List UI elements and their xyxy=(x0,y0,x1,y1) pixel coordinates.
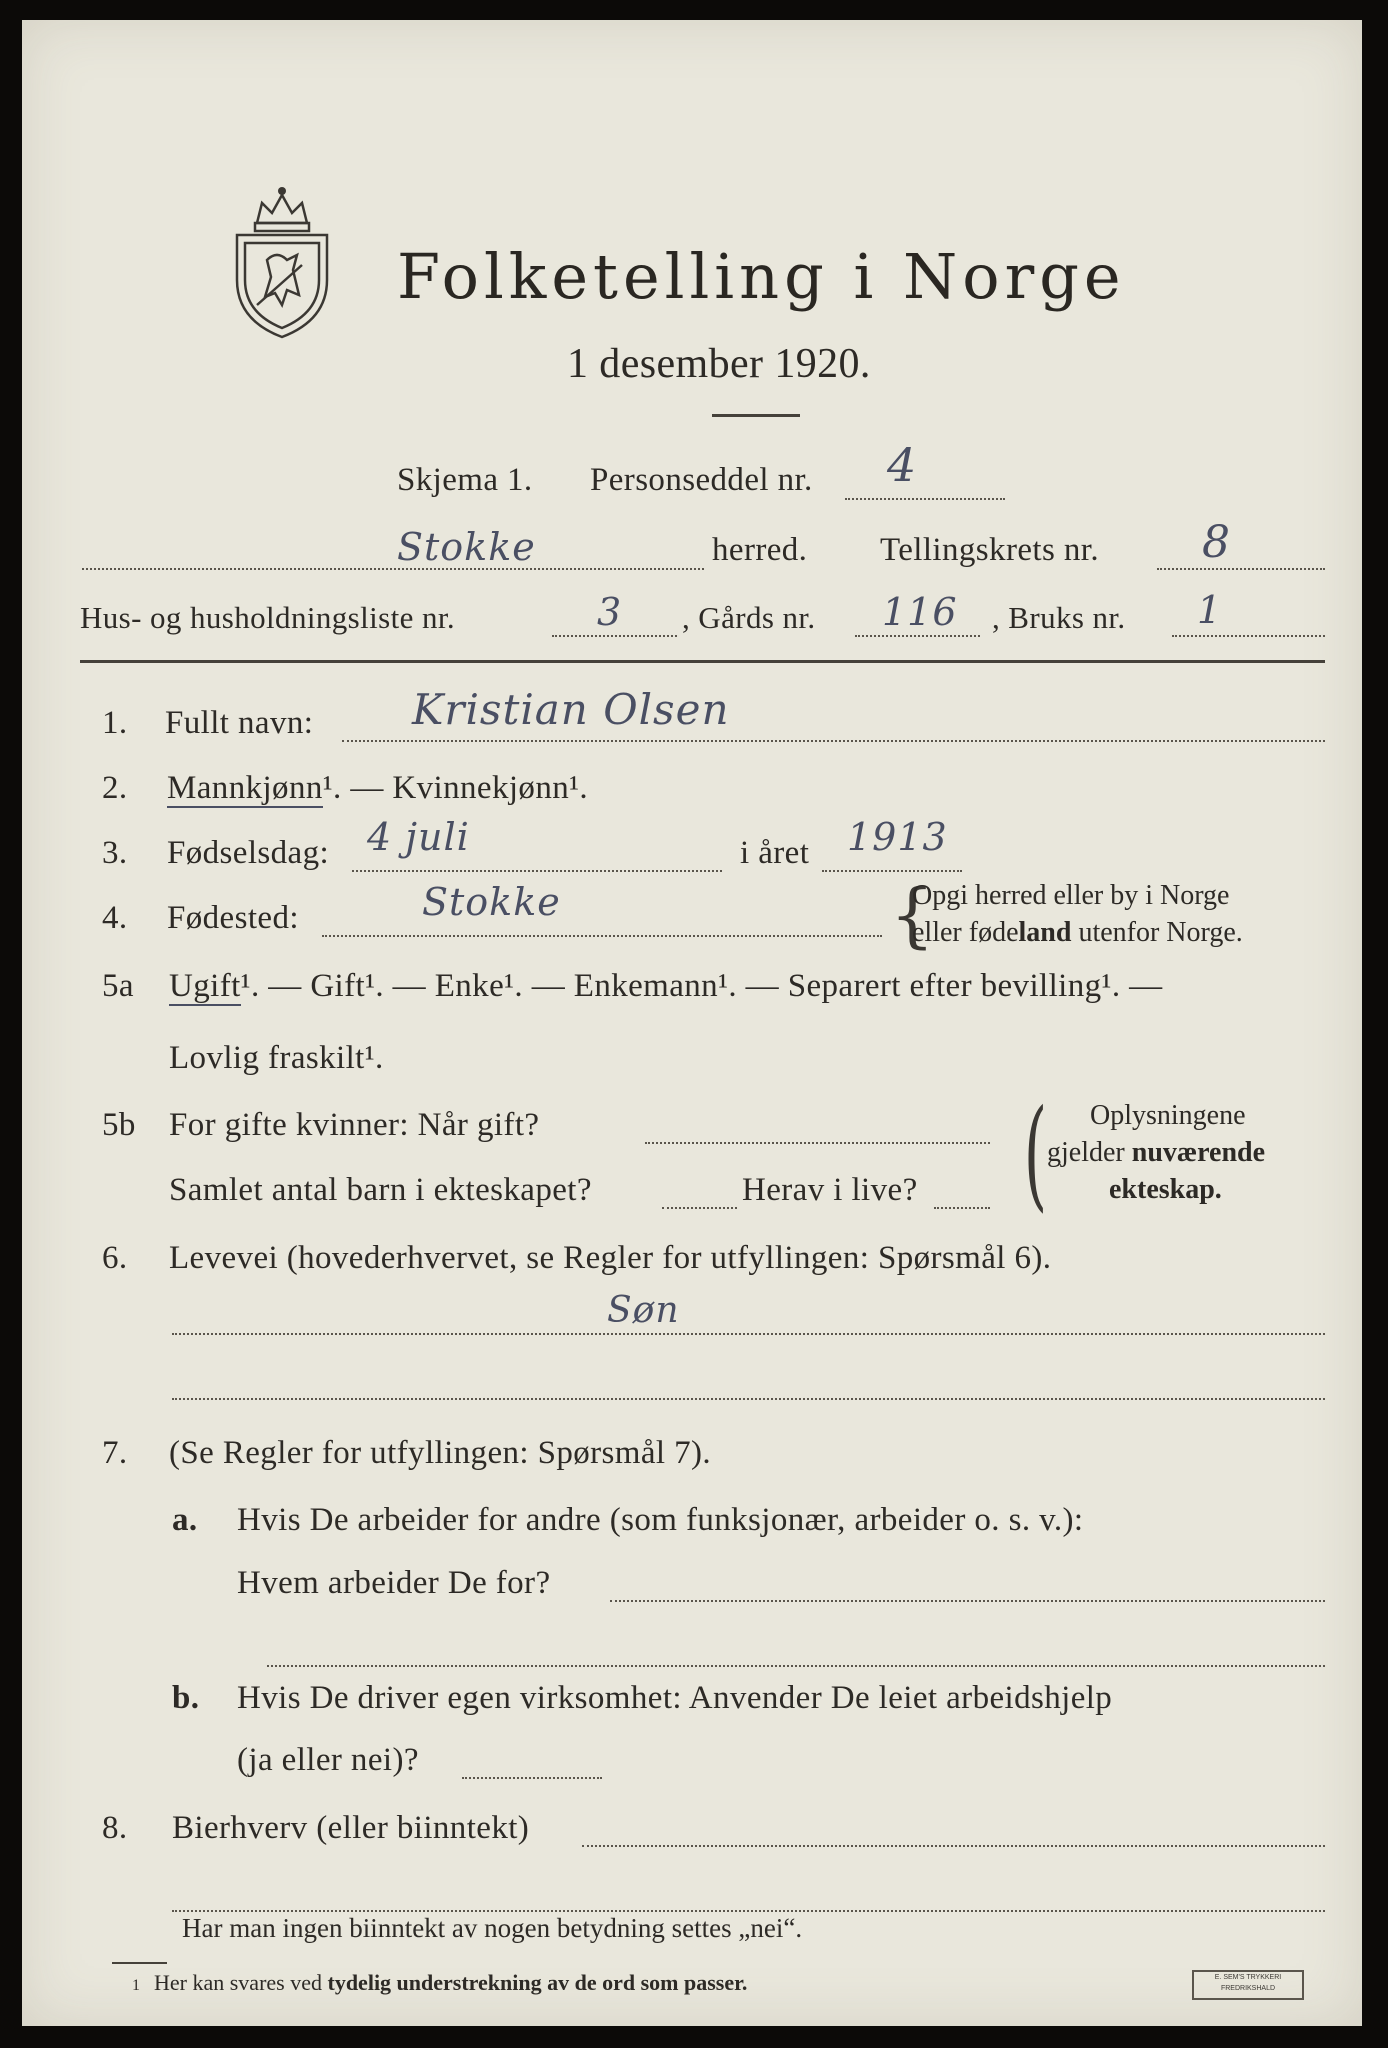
q7b-line xyxy=(462,1777,602,1779)
personseddel-label: Personseddel nr. xyxy=(590,462,813,498)
bruks-line xyxy=(1172,635,1325,637)
q3-year-value[interactable]: 1913 xyxy=(847,815,948,859)
tellingskrets-label: Tellingskrets nr. xyxy=(880,532,1099,568)
skjema-label: Skjema 1. xyxy=(397,462,533,498)
printer-name: E. SEM'S TRYKKERI xyxy=(1214,1974,1282,1981)
header-divider xyxy=(80,660,1325,663)
bruks-label: , Bruks nr. xyxy=(992,600,1126,635)
hus-label: Hus- og husholdningsliste nr. xyxy=(80,600,456,635)
printer-location: FREDRIKSHALD xyxy=(1220,1985,1276,1992)
q6-line-1 xyxy=(172,1333,1325,1335)
q7-label: (Se Regler for utfyllingen: Spørsmål 7). xyxy=(169,1435,712,1471)
q7b-letter: b. xyxy=(172,1680,200,1716)
q5b-label-1: For gifte kvinner: Når gift? xyxy=(169,1107,540,1143)
q6-label: Levevei (hovederhvervet, se Regler for utfyllingen: Spørsmål 6). xyxy=(169,1240,1052,1276)
footnote-mark: 1 xyxy=(132,1977,140,1994)
q2-separator: ¹. — xyxy=(322,770,393,806)
q6-line-2 xyxy=(172,1398,1325,1400)
q5b-note-line-2: gjelder nuværende xyxy=(1047,1137,1266,1168)
herred-line xyxy=(82,568,704,570)
q5b-children-line xyxy=(662,1207,737,1209)
q5b-label-2: Samlet antal barn i ekteskapet? xyxy=(169,1172,592,1208)
tellingskrets-value[interactable]: 8 xyxy=(1202,517,1231,568)
q8-number: 8. xyxy=(102,1810,128,1846)
q1-line xyxy=(342,740,1325,742)
q3-year-label: i året xyxy=(740,835,810,871)
q4-note-line-1: Opgi herred eller by i Norge xyxy=(912,880,1230,911)
q7a-letter: a. xyxy=(172,1502,198,1538)
q5a-line-2: Lovlig fraskilt¹. xyxy=(169,1040,384,1076)
q8-label: Bierhverv (eller biinntekt) xyxy=(172,1810,530,1846)
q1-value[interactable]: Kristian Olsen xyxy=(412,685,730,734)
q4-label: Fødested: xyxy=(167,900,299,936)
q4-note-line-2: eller fødeland utenfor Norge. xyxy=(912,917,1243,948)
coat-of-arms-icon xyxy=(227,185,337,340)
census-date: 1 desember 1920. xyxy=(567,341,871,387)
q7-number: 7. xyxy=(102,1435,128,1471)
q3-line xyxy=(352,870,722,872)
personseddel-line xyxy=(845,498,1005,500)
q5b-label-3: Herav i live? xyxy=(742,1172,918,1208)
q5b-married-line xyxy=(645,1142,990,1144)
q1-number: 1. xyxy=(102,705,128,741)
bruks-value[interactable]: 1 xyxy=(1197,588,1223,632)
q5a-options xyxy=(169,968,1163,1005)
q4-value[interactable]: Stokke xyxy=(422,880,561,924)
q4-line xyxy=(322,935,882,937)
q2-number: 2. xyxy=(102,770,128,806)
q7b-label-2: (ja eller nei)? xyxy=(237,1742,419,1778)
census-form-page xyxy=(22,20,1362,2026)
q3-label: Fødselsdag: xyxy=(167,835,330,871)
footnote: 1 Her kan svares ved tydelig understrekning av de ord som passer. xyxy=(132,1970,748,1995)
printer-mark xyxy=(1192,1970,1304,2000)
q7a-label-1: Hvis De arbeider for andre (som funksjonær, arbeider o. s. v.): xyxy=(237,1502,1084,1538)
q5a-other-options: ¹. — Gift¹. — Enke¹. — Enkemann¹. — Separert efter bevilling¹. — xyxy=(240,968,1163,1004)
personseddel-value[interactable]: 4 xyxy=(887,438,918,492)
q7b-label-1: Hvis De driver egen virksomhet: Anvender De leiet arbeidshjelp xyxy=(237,1680,1113,1716)
q5a-ugift-option[interactable]: Ugift xyxy=(169,968,241,1004)
q4-number: 4. xyxy=(102,900,128,936)
footnote-divider xyxy=(112,1962,167,1964)
herred-value[interactable]: Stokke xyxy=(397,525,536,569)
q3-value[interactable]: 4 juli xyxy=(367,815,470,859)
hus-line xyxy=(552,635,677,637)
q6-number: 6. xyxy=(102,1240,128,1276)
title-divider xyxy=(712,414,800,417)
q3-number: 3. xyxy=(102,835,128,871)
q5b-number: 5b xyxy=(102,1107,136,1143)
herred-label: herred. xyxy=(712,532,808,568)
gards-label: , Gårds nr. xyxy=(682,600,816,635)
q8-line-2 xyxy=(172,1910,1325,1912)
q2-male-option[interactable]: Mannkjønn xyxy=(167,770,323,806)
tellingskrets-line xyxy=(1157,568,1325,570)
q8-note: Har man ingen biinntekt av nogen betydning settes „nei“. xyxy=(182,1913,803,1943)
q1-label: Fullt navn: xyxy=(165,705,314,741)
hus-value[interactable]: 3 xyxy=(597,590,623,634)
q3-year-line xyxy=(822,870,962,872)
q2-options xyxy=(167,770,588,807)
q7a-line-2 xyxy=(267,1665,1325,1667)
q7a-label-2: Hvem arbeider De for? xyxy=(237,1565,551,1601)
q5b-note-line-3: ekteskap. xyxy=(1109,1174,1222,1205)
gards-line xyxy=(855,635,980,637)
q5a-number: 5a xyxy=(102,968,134,1004)
q7a-line-1 xyxy=(610,1600,1325,1602)
q4-note-brace: { xyxy=(890,874,935,956)
q5b-alive-line xyxy=(934,1207,990,1209)
q8-line-1 xyxy=(582,1845,1325,1847)
q5b-note-line-1: Oplysningene xyxy=(1090,1100,1246,1131)
q5b-note-brace: ( xyxy=(1023,1085,1048,1224)
q2-female-option[interactable]: Kvinnekjønn¹. xyxy=(392,770,589,806)
form-title: Folketelling i Norge xyxy=(397,240,1126,313)
q6-value[interactable]: Søn xyxy=(607,1290,680,1331)
gards-value[interactable]: 116 xyxy=(882,590,958,634)
